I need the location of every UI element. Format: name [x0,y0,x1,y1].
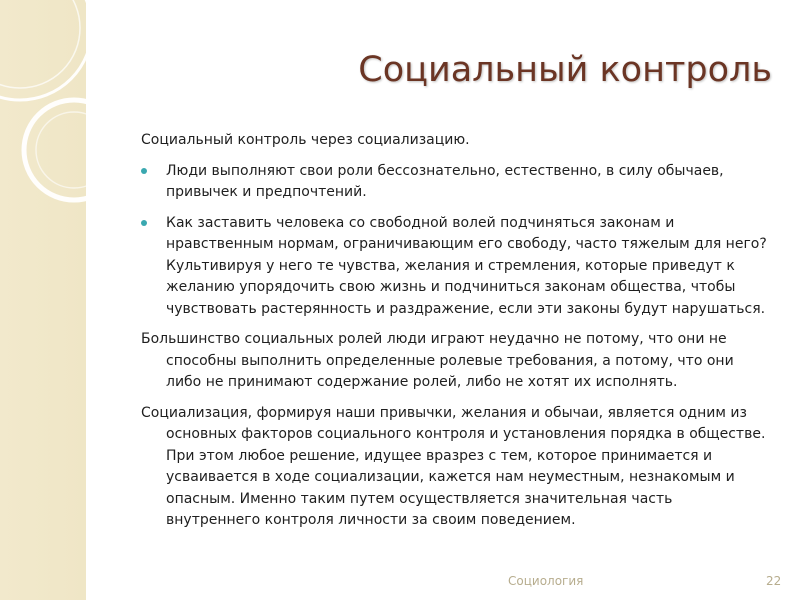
bullet-text: Люди выполняют свои роли бессознательно, естественно, в силу обычаев, привычек и предпочтений. [166,162,724,200]
slide-body [141,130,771,541]
slide-title: Социальный контроль [358,50,772,90]
bullet-list [141,161,771,321]
bullet-text: Как заставить человека со свободной волей подчиняться законам и нравственным нормам, ограничивающим его свободу, часто тяжелым для него? Культивируя у него те чувства, желания и стремления, которые приведут к желанию упорядочить свою жизнь и подчиниться законам общества, чтобы чувствовать растерянность и раздражение, если эти законы будут нарушаться. [166,214,767,317]
page-number: 22 [766,574,782,588]
bullet-icon [141,220,147,226]
decorative-rings [0,0,120,240]
bullet-item [141,213,771,321]
bullet-item [141,161,771,204]
paragraph-roles: Большинство социальных ролей люди играют неудачно не потому, что они не способны выполнить определенные ролевые требования, а потому, что они либо не принимают содержание ролей, либо не хотят их исполнять. [141,331,734,390]
bullet-icon [141,168,147,174]
paragraph-socialization: Социализация, формируя наши привычки, желания и обычаи, является одним из основных факторов социального контроля и установления порядка в обществе. При этом любое решение, идущее вразрез с тем, которое принимается и усваивается в ходе социализации, кажется нам неуместным, незнакомым и опасным. Именно таким путем осуществляется значительная часть внутреннего контроля личности за своим поведением. [141,404,766,528]
footer-label: Социология [508,574,584,588]
intro-text: Социальный контроль через социализацию. [141,132,470,148]
